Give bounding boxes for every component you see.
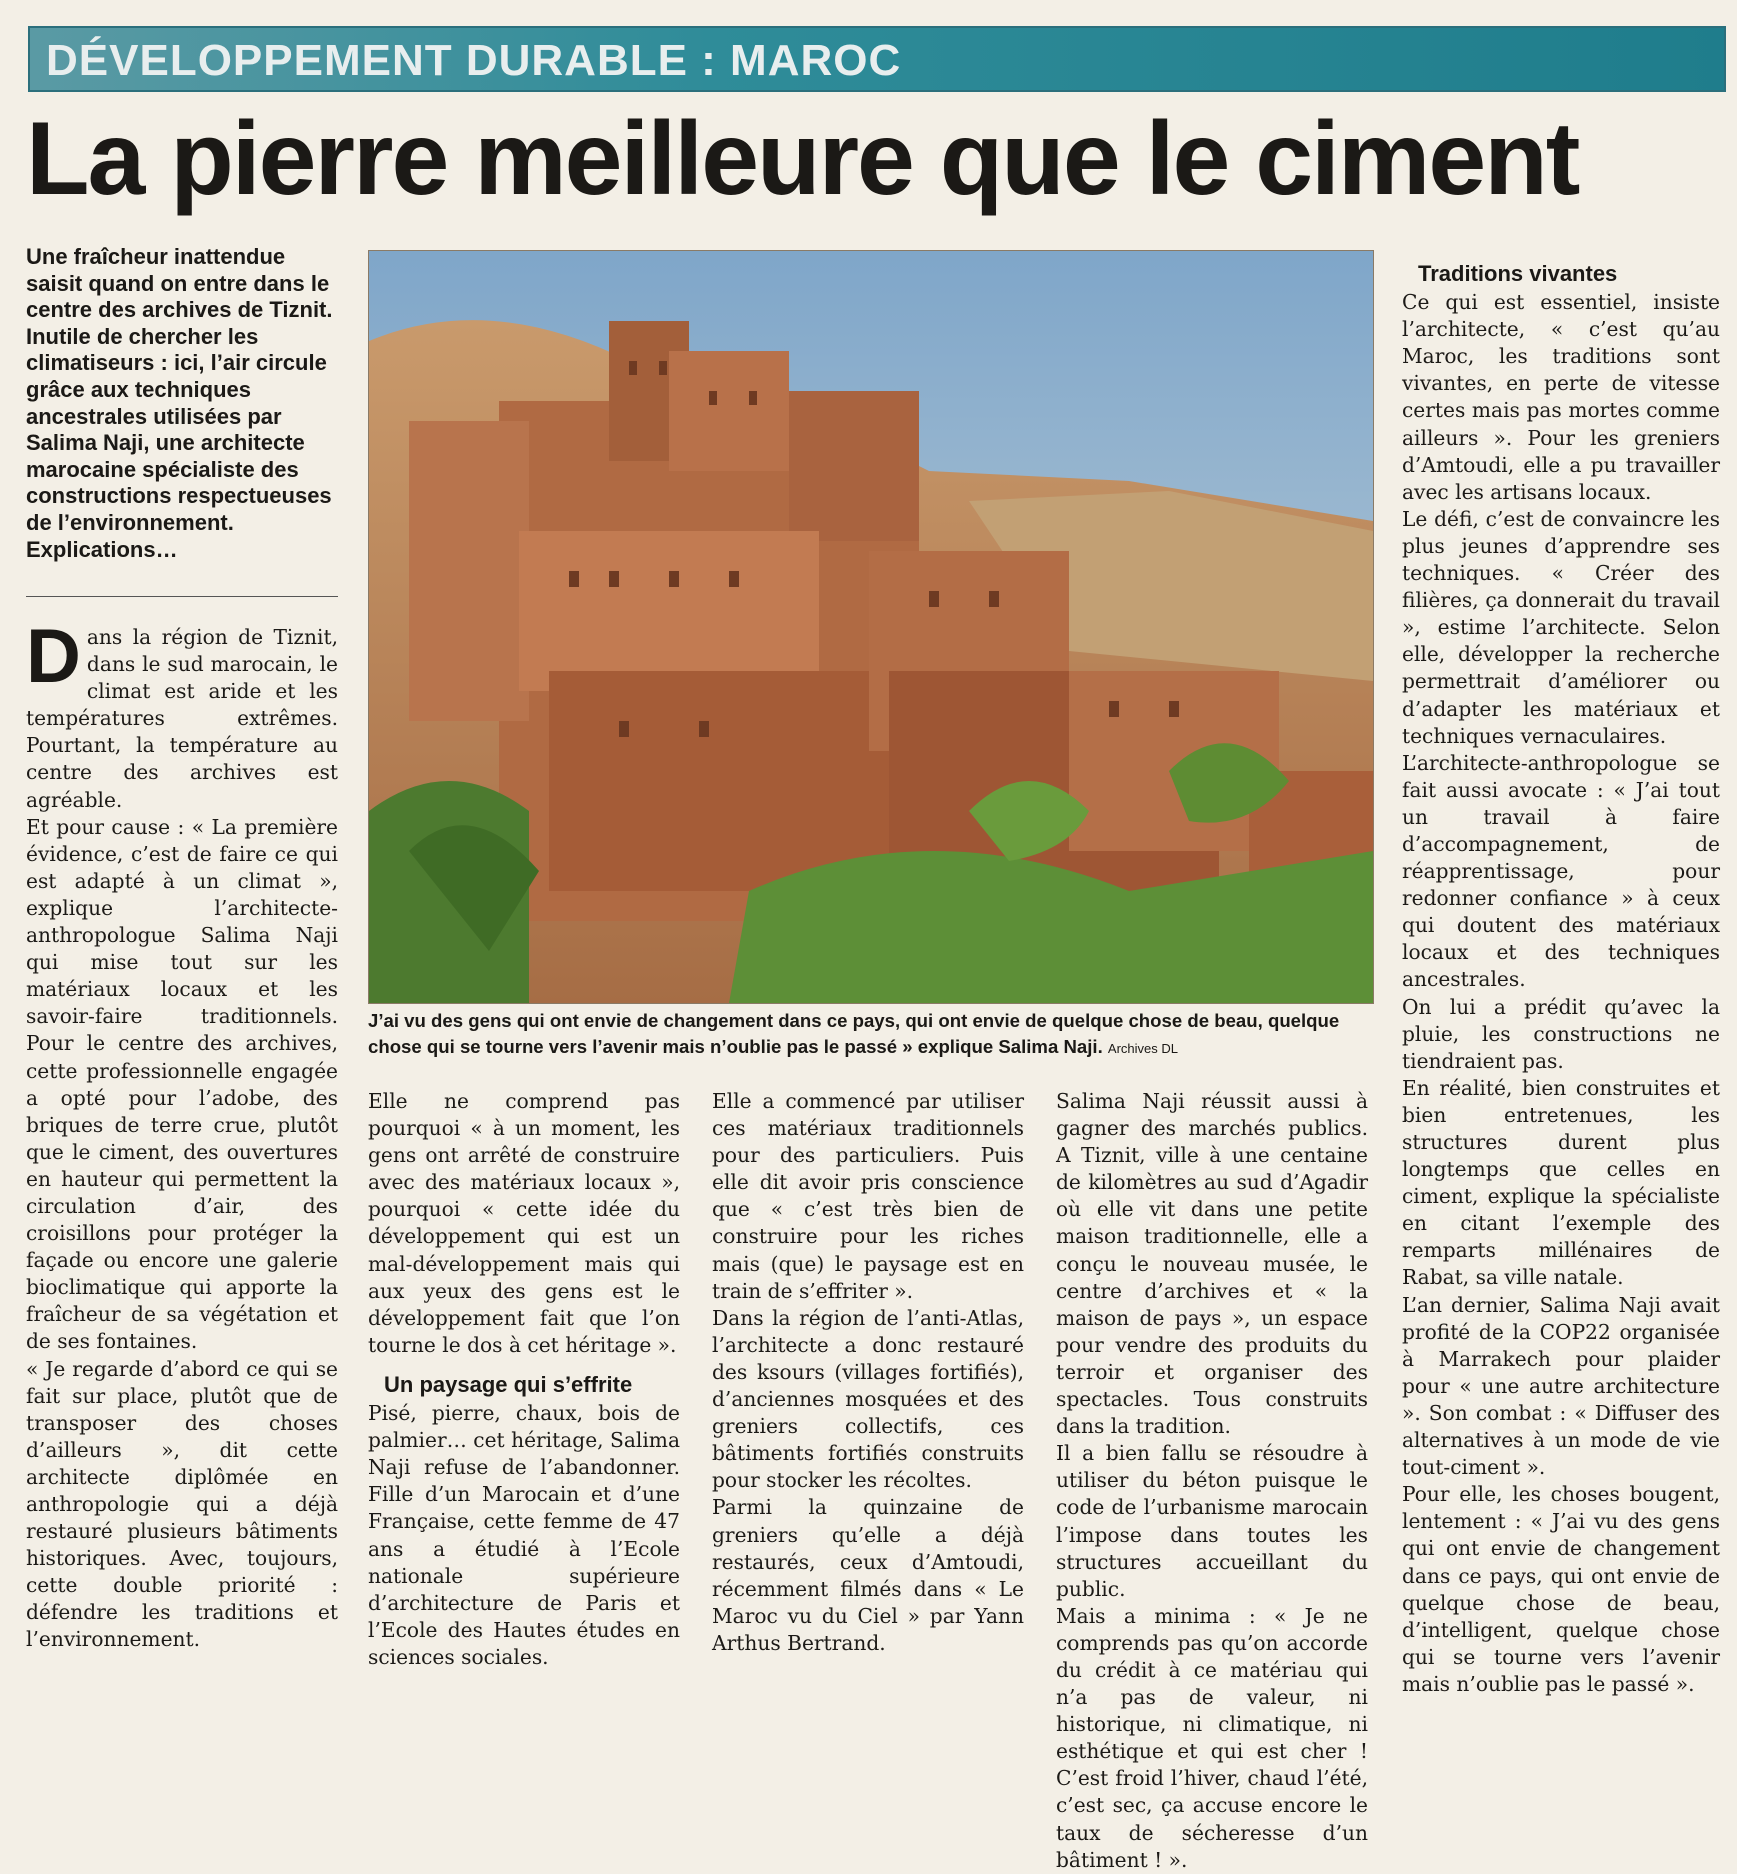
caption-text: J’ai vu des gens qui ont envie de changement dans ce pays, qui ont envie de quelque chose de beau, quelque chose qui se tourne vers l’avenir mais n’oublie pas le passé » explique Salima Naji. — [368, 1010, 1340, 1057]
dropcap: D — [26, 614, 81, 699]
subheading: Traditions vivantes — [1418, 261, 1618, 286]
paragraph: Salima Naji réussit aussi à gagner des marchés publics. A Tiznit, ville à une centaine de kilomètres au sud d’Agadir où elle vit dans une petite maison traditionnelle, elle a conçu le nouveau musée, le centre d’archives et « la maison de pays », un espace pour vendre des produits du terroir et organiser des spectacles. Tous construits dans la tradition. — [1056, 1089, 1368, 1439]
photo-credit: Archives DL — [1107, 1041, 1178, 1056]
column-3 — [712, 1088, 1024, 1657]
subheading: Un paysage qui s’effrite — [384, 1371, 633, 1397]
paragraph: En réalité, bien construites et bien entretenues, les structures durent plus longtemps que celles en ciment, explique la spécialiste en citant l’exemple des remparts millénaires de Rabat, sa ville natale. — [1402, 1075, 1720, 1290]
kasbah-photo — [368, 250, 1374, 1004]
section-kicker — [28, 26, 1726, 92]
photo-caption — [368, 1008, 1372, 1062]
kasbah-illustration — [369, 251, 1373, 1003]
column-4 — [1056, 1088, 1368, 1874]
paragraph: Pisé, pierre, chaux, bois de palmier… cet héritage, Salima Naji refuse de l’abandonner. Fille d’un Marocain et d’une Française, cette femme de 47 ans a étudié à l’Ecole nationale supérieure d’architecture de Paris et l’Ecole des Hautes études en sciences sociales. — [368, 1401, 680, 1669]
kicker-text: DÉVELOPPEMENT DURABLE : MAROC — [46, 36, 902, 85]
paragraph: ans la région de Tiznit, dans le sud marocain, le climat est aride et les températures extrêmes. Pourtant, la température au centre des archives est agréable. — [26, 625, 338, 812]
paragraph: L’architecte-anthropologue se fait aussi avocate : « J’ai tout un travail à faire d’accompagnement, de réapprentissage, pour redonner confiance » à ceux qui doutent des matériaux locaux et des techniques ancestrales. — [1402, 750, 1720, 992]
paragraph: Le défi, c’est de convaincre les plus jeunes d’apprendre ses techniques. « Créer des filières, ça donnerait du travail », estime l’architecte. Selon elle, développer la recherche permettrait d’améliorer ou d’adapter les matériaux et techniques vernaculaires. — [1402, 506, 1720, 748]
paragraph: On lui a prédit qu’avec la pluie, les constructions ne tiendraient pas. — [1402, 994, 1720, 1073]
paragraph: Pour elle, les choses bougent, lentement : « J’ai vu des gens qui ont envie de changement dans ce pays, qui ont envie de quelque chose de beau, d’intelligent, quelque chose qui se tourne vers l’avenir mais n’oublie pas le passé ». — [1402, 1482, 1720, 1696]
paragraph: L’an dernier, Salima Naji avait profité de la COP22 organisée à Marrakech pour plaider pour « une autre architecture ». Son combat : « Diffuser des alternatives à un mode de vie tout-ciment ». — [1402, 1292, 1720, 1480]
paragraph: Il a bien fallu se résoudre à utiliser du béton puisque le code de l’urbanisme marocain l’impose dans toutes les structures accueillant du public. — [1056, 1441, 1368, 1601]
paragraph: Parmi la quinzaine de greniers qu’elle a déjà restaurés, ceux d’Amtoudi, récemment filmés dans « Le Maroc vu du Ciel » par Yann Arthus Bertrand. — [712, 1495, 1024, 1655]
paragraph: Ce qui est essentiel, insiste l’architecte, « c’est qu’au Maroc, les traditions sont vivantes, en perte de vitesse certes mais pas mortes comme ailleurs ». Pour les greniers d’Amtoudi, elle a pu travailler avec les artisans locaux. — [1402, 290, 1720, 504]
column-2 — [368, 1088, 680, 1671]
paragraph: Elle a commencé par utiliser ces matériaux traditionnels pour des particuliers. Puis elle dit avoir pris conscience que « c’est très bien de construire pour les riches mais (que) le paysage est en train de s’effriter ». — [712, 1089, 1024, 1303]
article-headline: La pierre meilleure que le ciment — [26, 101, 1579, 217]
column-5 — [1402, 248, 1720, 1698]
paragraph: Et pour cause : « La première évidence, c’est de faire ce qui est adapté à un climat », explique l’architecte-anthropologue Salima Naji qui mise tout sur les matériaux locaux et les savoir-faire traditionnels. Pour le centre des archives, cette professionnelle engagée a opté pour l’adobe, des briques de terre crue, plutôt que le ciment, des ouvertures en hauteur qui permettent la circulation d’air, des croisillons pour protéger la façade ou encore une galerie bioclimatique qui apporte la fraîcheur de sa végétation et de ses fontaines. — [26, 814, 338, 1354]
lead-divider — [26, 596, 338, 597]
paragraph: Elle ne comprend pas pourquoi « à un moment, les gens ont arrêté de construire avec des matériaux locaux », pourquoi « cette idée du développement qui est un mal-développement mais qui aux yeux des gens est le développement fait que l’on tourne le dos à cet héritage ». — [368, 1089, 680, 1357]
paragraph: Mais a minima : « Je ne comprends pas qu’on accorde du crédit à ce matériau qui n’a pas de valeur, ni historique, ni climatique, ni esthétique et qui est cher ! C’est froid l’hiver, chaud l’été, c’est sec, ça accuse encore le taux de sécheresse d’un bâtiment ! ». — [1056, 1603, 1368, 1872]
article-lead: Une fraîcheur inattendue saisit quand on entre dans le centre des archives de Tiznit. Inutile de chercher les climatiseurs : ici, l’air circule grâce aux techniques ancestrales utilisées par Salima Naji, une architecte marocaine spécialiste des constructions respectueuses de l’environnement. Explications… — [26, 244, 333, 562]
paragraph: Dans la région de l’anti-Atlas, l’architecte a donc restauré des ksours (villages fortifiés), d’anciennes mosquées et des greniers collectifs, ces bâtiments fortifiés construits pour stocker les récoltes. — [712, 1305, 1024, 1493]
paragraph: « Je regarde d’abord ce qui se fait sur place, plutôt que de transposer des choses d’ailleurs », dit cette architecte diplômée en anthropologie qui a déjà restauré plusieurs bâtiments historiques. Avec, toujours, cette double priorité : défendre les traditions et l’environnement. — [26, 1356, 338, 1652]
column-1 — [26, 614, 338, 1654]
